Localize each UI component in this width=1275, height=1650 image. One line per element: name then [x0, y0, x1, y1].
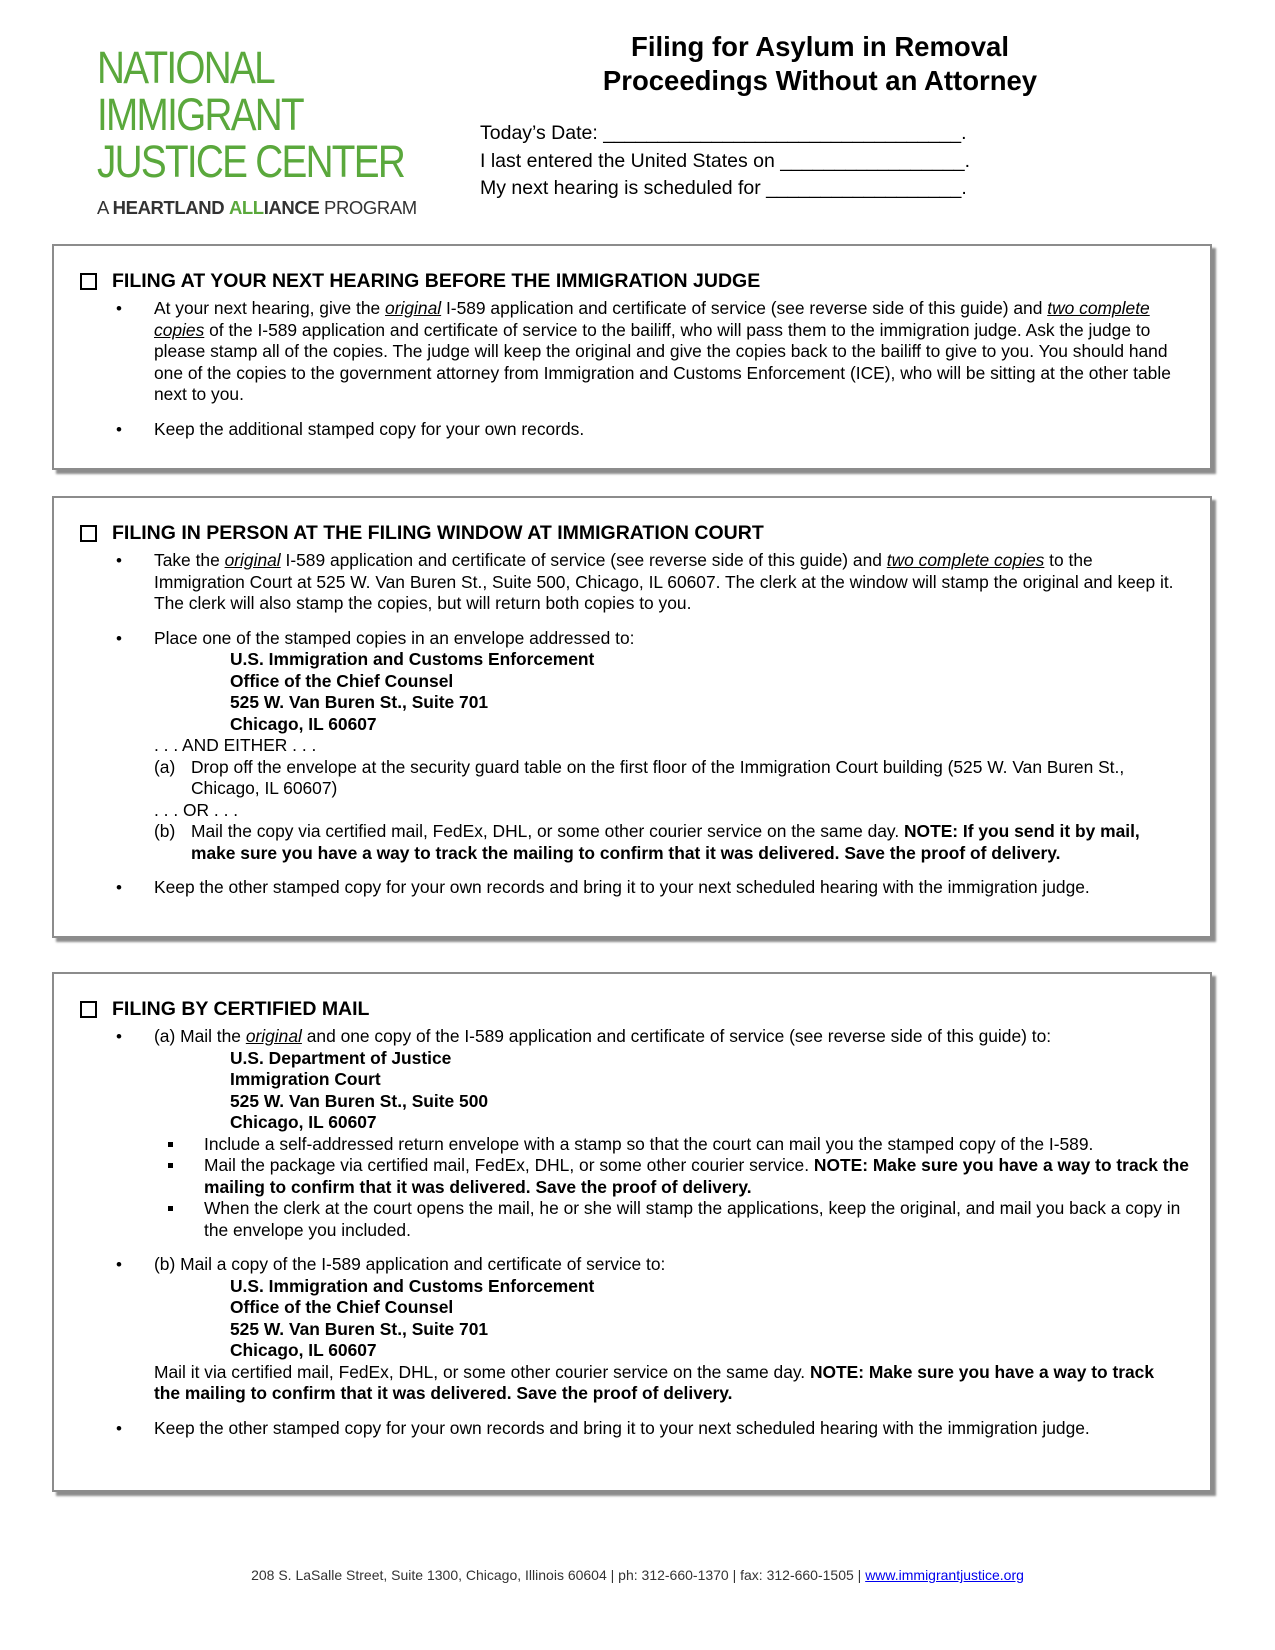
section-title: FILING IN PERSON AT THE FILING WINDOW AT IMMIGRATION COURT: [112, 522, 764, 544]
list-item: • Keep the other stamped copy for your own records and bring it to your next scheduled hearing with the immigration judge.: [54, 877, 1210, 899]
section-title: FILING BY CERTIFIED MAIL: [112, 998, 370, 1020]
sub-list-item: When the clerk at the court opens the mail, he or she will stamp the applications, keep the original, and mail you back a copy in the envelope you included.: [54, 1198, 1210, 1241]
section-title: FILING AT YOUR NEXT HEARING BEFORE THE IMMIGRATION JUDGE: [112, 270, 761, 292]
todays-date-field[interactable]: Today’s Date: _________________________________.: [480, 122, 967, 144]
header-fields: [480, 120, 970, 203]
list-item: • (b) Mail a copy of the I-589 application and certificate of service to: U.S. Immigration and Customs Enforcement Office of the Chief Counsel 525 W. Van Buren St., Suite 701 Chicago, IL 60607 Mail it via certified mail, FedEx, DHL, or some other courier service on the same day. NOTE: Make sure you have a way to track the mailing to confirm that it was delivered. Save the proof of delivery.: [54, 1254, 1210, 1405]
address-block: U.S. Immigration and Customs Enforcement Office of the Chief Counsel 525 W. Van Buren St., Suite 701 Chicago, IL 60607: [230, 1275, 595, 1360]
list-item: • At your next hearing, give the original I-589 application and certificate of service (see reverse side of this guide) and two complete copies of the I-589 application and certificate of service to the bailiff, who will pass them to the immigration judge. Ask the judge to please stamp all of the copies. The judge will keep the original and give the copies back to the bailiff to give to you. You should hand one of the copies to the government attorney from Immigration and Customs Enforcement (ICE), who will be sitting at the other table next to you.: [54, 298, 1210, 406]
logo-line-1: NATIONAL: [97, 42, 274, 93]
logo-line-2: IMMIGRANT: [97, 89, 303, 140]
section-certified-mail: [52, 972, 1212, 1492]
sub-list-item: Include a self-addressed return envelope with a stamp so that the court can mail you the stamped copy of the I-589.: [54, 1134, 1210, 1156]
logo-line-3: JUSTICE CENTER: [97, 136, 405, 187]
page-title: Filing for Asylum in Removal Proceedings Without an Attorney: [602, 31, 1038, 96]
hearing-date-field[interactable]: My next hearing is scheduled for __________________.: [480, 177, 967, 199]
list-item: • Place one of the stamped copies in an envelope addressed to: U.S. Immigration and Customs Enforcement Office of the Chief Counsel 525 W. Van Buren St., Suite 701 Chicago, IL 60607 . . . AND EITHER . . . (a) Drop off the envelope at the security guard table on the first floor of the Immigration Court building (525 W. Van Buren St., Chicago, IL 60607) . . . OR . . . (b) Mail the copy via certified mail, FedEx, DHL, or some other courier service on the same day. NOTE: If you send it by mail, make sure you have a way to track the mailing to confirm that it was delivered. Save the proof of delivery.: [54, 628, 1210, 865]
list-item: • Keep the additional stamped copy for your own records.: [54, 419, 1210, 441]
logo: [97, 42, 417, 219]
footer: 208 S. LaSalle Street, Suite 1300, Chicago, Illinois 60604 | ph: 312-660-1370 | fax: 312-660-1505 | www.immigrantjustice.org: [251, 1567, 1024, 1583]
logo-subtitle: A HEARTLAND ALLIANCE PROGRAM: [97, 197, 417, 218]
list-item: • Keep the other stamped copy for your own records and bring it to your next scheduled hearing with the immigration judge.: [54, 1418, 1210, 1440]
address-block: U.S. Department of Justice Immigration Court 525 W. Van Buren St., Suite 500 Chicago, IL 60607: [230, 1047, 489, 1132]
list-item: • (a) Mail the original and one copy of the I-589 application and certificate of service (see reverse side of this guide) to: U.S. Department of Justice Immigration Court 525 W. Van Buren St., Suite 500 Chicago, IL 60607: [54, 1026, 1210, 1134]
sub-list-item: Mail the package via certified mail, FedEx, DHL, or some other courier service. NOTE: Make sure you have a way to track the mailing to confirm that it was delivered. Save the proof of delivery.: [54, 1155, 1210, 1198]
entry-date-field[interactable]: I last entered the United States on _________________.: [480, 149, 971, 172]
section-hearing: [52, 244, 1212, 470]
list-item: • Take the original I-589 application and certificate of service (see reverse side of this guide) and two complete copies to the Immigration Court at 525 W. Van Buren St., Suite 500, Chicago, IL 60607. The clerk at the window will stamp the original and keep it. The clerk will also stamp the copies, but will return both copies to you.: [54, 550, 1210, 615]
section-mail-checkbox[interactable]: [80, 1001, 97, 1018]
section-filing-window: [52, 496, 1212, 938]
address-block: U.S. Immigration and Customs Enforcement Office of the Chief Counsel 525 W. Van Buren St., Suite 701 Chicago, IL 60607: [230, 649, 595, 734]
section-hearing-checkbox[interactable]: [80, 273, 97, 290]
website-link[interactable]: www.immigrantjustice.org: [865, 1567, 1024, 1583]
section-window-checkbox[interactable]: [80, 525, 97, 542]
